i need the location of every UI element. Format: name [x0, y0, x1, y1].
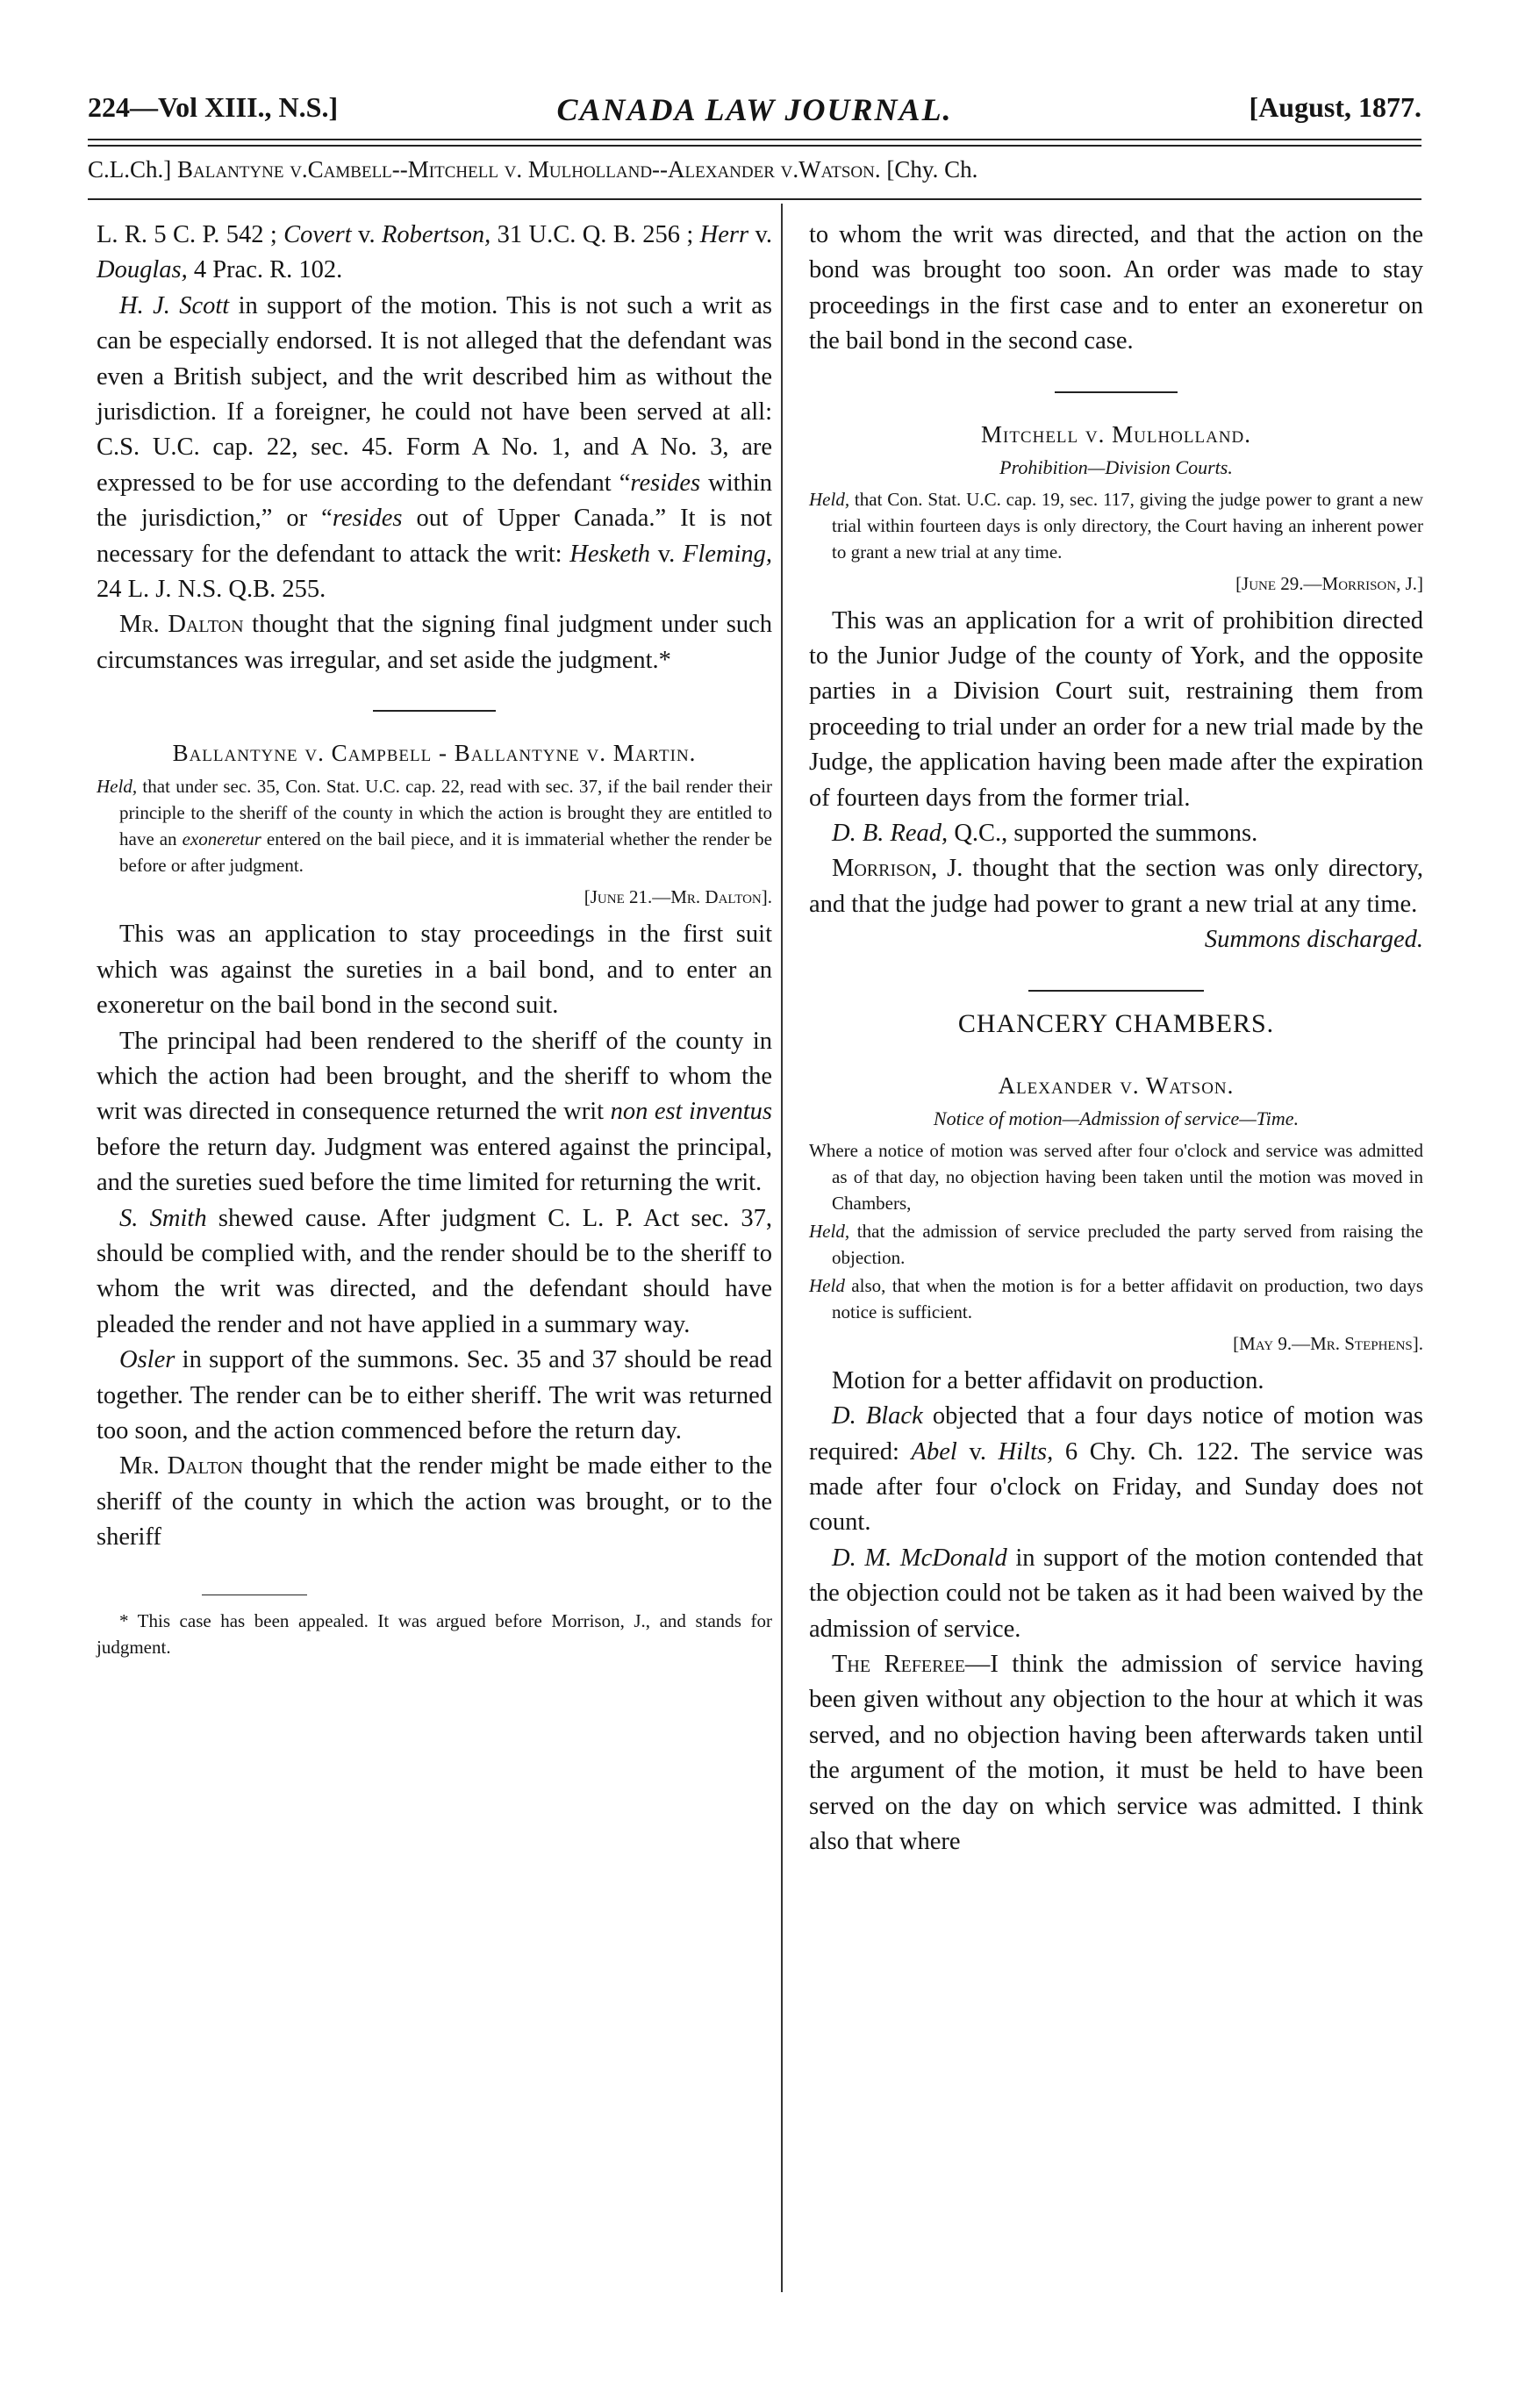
case-title: Ballantyne v. Campbell - Ballantyne v. Martin. [172, 740, 697, 767]
section-title: CHANCERY CHAMBERS. [957, 1008, 1275, 1038]
paragraph: D. M. McDonald in support of the motion contended that the objection could not be taken as it had been waived by the admission of service. [809, 1544, 1423, 1643]
journal-title: CANADA LAW JOURNAL. [556, 92, 953, 127]
court-label: C.L.Ch.] [88, 156, 172, 183]
case-separator [1055, 391, 1178, 393]
decision-date: [June 21.—Mr. Dalton]. [584, 886, 772, 908]
headnote: Held also, that when the motion is for a better affidavit on production, two days notice is sufficient. [809, 1274, 1423, 1322]
paragraph: D. Black objected that a four days notice of motion was required: Abel v. Hilts, 6 Chy. Ch. 122. The service was made after four o'clock on Friday, and Sunday does not count. [809, 1402, 1424, 1537]
header-rule [88, 198, 1421, 200]
paragraph: S. Smith shewed cause. After judgment C. L. P. Act sec. 37, should be complied with, and the render should be to the sheriff to whom the writ was directed, and the defendant should have pleaded the render and not have applied in a summary way. [97, 1204, 772, 1338]
paragraph: This was an application for a writ of prohibition directed to the Junior Judge of the county of York, and the opposite parties in a Division Court suit, restraining them from proceeding to trial under an order for a new trial made by the Judge, the application having been made after the expiration of fourteen days from the former trial. [809, 606, 1423, 812]
headnote: Held, that the admission of service precluded the party served from raising the objection. [809, 1220, 1423, 1268]
disposition: Summons discharged. [1204, 926, 1423, 954]
case-title: Alexander v. Watson. [998, 1071, 1235, 1099]
header-double-rule [88, 139, 1421, 147]
paragraph: D. B. Read, Q.C., supported the summons. [832, 820, 1258, 848]
paragraph: H. J. Scott in support of the motion. This is not such a writ as can be especially endorsed. It is not alleged that the defendant was even a British subject, and the writ described him as without the jurisdiction. If a foreigner, he could not have been served at all: C.S. U.C. cap. 22, sec. 45. Form A No. 1, and A No. 3, are expressed to be for use according to the defendant “resides within the jurisdiction,” or “resides out of Upper Canada.” It is not necessary for the defendant to attack the writ: Hesketh v. Fleming, 24 L. J. N.S. Q.B. 255. [97, 291, 773, 604]
decision-date: [June 29.—Morrison, J.] [1235, 572, 1423, 594]
paragraph: Motion for a better affidavit on production. [832, 1366, 1264, 1394]
headnote: Held, that Con. Stat. U.C. cap. 19, sec. 117, giving the judge power to grant a new trial within fourteen days is only directory, the Court having an inherent power to grant a new trial at any time. [809, 488, 1423, 563]
paragraph: Mr. Dalton thought that the render might be made either to the sheriff of the county in which the action was brought, or to the sheriff [97, 1452, 772, 1552]
section-separator [1028, 990, 1204, 992]
paragraph: Mr. Dalton thought that the signing final judgment under such circumstances was irregular, and set aside the judgment.* [97, 611, 772, 674]
left-column [97, 218, 772, 1660]
case-header [88, 156, 1421, 183]
headnote: Held, that under sec. 35, Con. Stat. U.C. cap. 22, read with sec. 37, if the bail render their principle to the sheriff of the county in which the action is brought they are entitled to have an exoneretur entered on the bail piece, and it is immaterial whether the render be before or after judgment. [97, 776, 772, 877]
paragraph: The Referee—I think the admission of service having been given without any objection to the hour at which it was served, and no objection having been afterwards taken until the argument of the motion, it must be held to have been served on the day on which service was admitted. I think also that where [809, 1650, 1423, 1855]
paragraph: Morrison, J. thought that the section was only directory, and that the judge had power to grant a new trial at any time. [809, 855, 1423, 918]
issue-date: [August, 1877. [1249, 91, 1421, 123]
paragraph: to whom the writ was directed, and that the action on the bond was brought too soon. An order was made to stay proceedings in the first case and to enter an exoneretur on the bail bond in the second case. [809, 221, 1423, 355]
headnote: Where a notice of motion was served after four o'clock and service was admitted as of that day, no objection having been taken until the motion was moved in Chambers, [809, 1139, 1423, 1214]
case-names: Balantyne v.Cambell--Mitchell v. Mulholland--Alexander v.Watson. [177, 156, 881, 183]
paragraph: The principal had been rendered to the sheriff of the county in which the action had been brought, and the sheriff to whom the writ was directed in consequence returned the writ non est inventus before the return day. Judgment was entered against the principal, and the sureties sued before the time limited for returning the writ. [97, 1027, 772, 1197]
decision-date: [May 9.—Mr. Stephens]. [1233, 1332, 1423, 1354]
case-separator [373, 710, 496, 712]
footnote: * This case has been appealed. It was argued before Morrison, J., and stands for judgment. [97, 1609, 772, 1658]
paragraph: L. R. 5 C. P. 542 ; Covert v. Robertson, 31 U.C. Q. B. 256 ; Herr v. Douglas, 4 Prac. R. 102. [97, 221, 772, 284]
column-divider [781, 204, 783, 2292]
case-subject: Prohibition—Division Courts. [999, 455, 1233, 478]
case-title: Mitchell v. Mulholland. [980, 420, 1252, 448]
running-head [88, 91, 1421, 140]
division-label: [Chy. Ch. [886, 156, 978, 183]
page-volume: 224—Vol XIII., N.S.] [88, 91, 339, 123]
case-subject: Notice of motion—Admission of service—Time. [933, 1107, 1300, 1129]
paragraph: This was an application to stay proceedings in the first suit which was against the sureties in a bail bond, and to enter an exoneretur on the bail bond in the second suit. [97, 921, 772, 1020]
right-column [809, 218, 1423, 1860]
paragraph: Osler in support of the summons. Sec. 35 and 37 should be read together. The render can be to either sheriff. The writ was returned too soon, and the action commenced before the return day. [97, 1346, 772, 1444]
